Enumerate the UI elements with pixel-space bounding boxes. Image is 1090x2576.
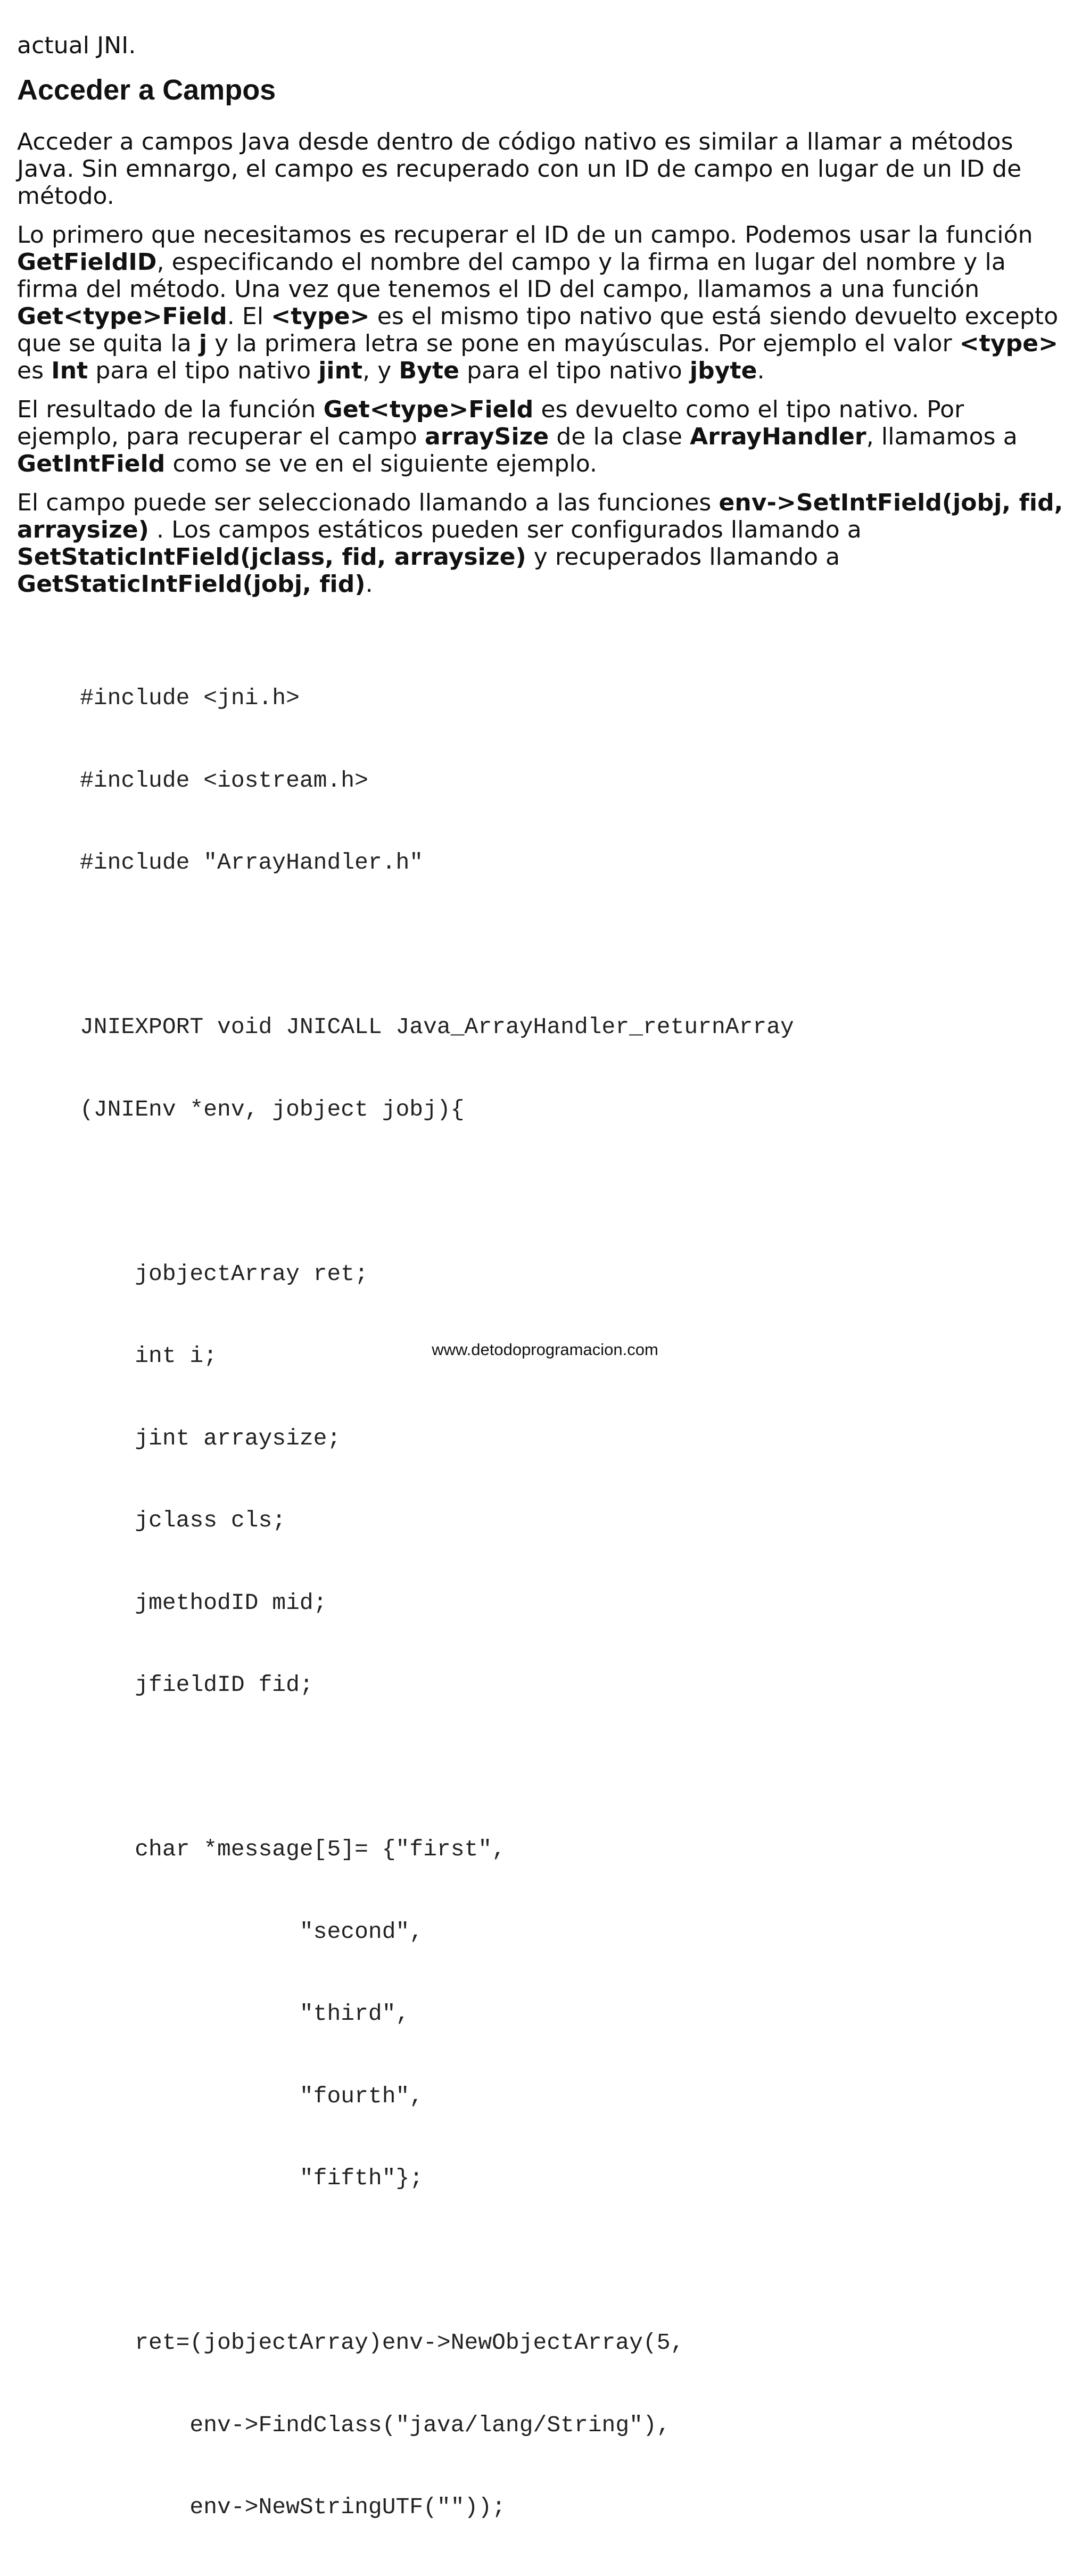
para2-bold-get-type-field: Get<type>Field (17, 303, 227, 330)
para2-text-1: Lo primero que necesitamos es recuperar el ID de un campo. Podemos usar la función (17, 221, 1033, 249)
code-line (80, 931, 1071, 959)
code-line: jint arraysize; (80, 1425, 341, 1451)
document-page (17, 32, 1071, 2576)
para2-bold-int: Int (51, 357, 88, 384)
paragraph-1: Acceder a campos Java desde dentro de código nativo es similar a llamar a métodos Java. Sin emnargo, el campo es recuperado con un ID de campo en lugar de un ID de método. (17, 128, 1022, 210)
para2-text-9: para el tipo nativo (459, 357, 690, 384)
para4-text-1: El campo puede ser seleccionado llamando a las funciones (17, 489, 719, 516)
para3-bold-get-type-field: Get<type>Field (323, 396, 534, 423)
footer-url: www.detodoprogramacion.com (432, 1340, 658, 1359)
para2-text-7: para el tipo nativo (88, 357, 319, 384)
para3-bold-arraysize: arraySize (425, 423, 549, 450)
code-line: jobjectArray ret; (80, 1260, 368, 1287)
para2-bold-jint: jint (318, 357, 363, 384)
code-line: #include <jni.h> (80, 685, 300, 711)
code-line: jfieldID fid; (80, 1672, 313, 1698)
code-line: int i; (80, 1343, 218, 1369)
code-line: (JNIEnv *env, jobject jobj){ (80, 1096, 465, 1122)
para3-text-5: como se ve en el siguiente ejemplo. (165, 450, 598, 477)
para2-text-5: y la primera letra se pone en mayúsculas. Por ejemplo el valor (207, 330, 960, 357)
code-line (80, 2247, 1071, 2275)
code-line (80, 1178, 1071, 1206)
para3-text-4: , llamamos a (866, 423, 1018, 450)
code-line: "second", (80, 1918, 424, 1945)
code-line: char *message[5]= {"first", (80, 1836, 506, 1862)
section-title: Acceder a Campos (17, 74, 276, 106)
para4-text-4: . (365, 571, 373, 598)
para2-text-6: es (17, 357, 52, 384)
code-line: env->FindClass("java/lang/String"), (80, 2412, 671, 2438)
para2-text-8: , y (362, 357, 399, 384)
para2-bold-byte: Byte (399, 357, 460, 384)
code-line: "fifth"}; (80, 2165, 424, 2191)
code-line: jmethodID mid; (80, 1589, 327, 1616)
para2-text-2: , especificando el nombre del campo y la firma en lugar del nombre y la firma del método. Una vez que tenemos el ID del campo, llamamos a una función (17, 249, 1006, 303)
para3-bold-getintfield: GetIntField (17, 450, 166, 477)
paragraph-3 (17, 396, 1071, 477)
para4-text-2: . Los campos estáticos pueden ser configurados llamando a (148, 516, 862, 543)
code-line: #include <iostream.h> (80, 767, 368, 794)
paragraph-4 (17, 489, 1071, 598)
code-line: JNIEXPORT void JNICALL Java_ArrayHandler_returnArray (80, 1014, 794, 1040)
intro-line: actual JNI. (17, 32, 136, 59)
code-line: "third", (80, 2001, 410, 2027)
para3-text-1: El resultado de la función (17, 396, 324, 423)
para2-bold-type-2: <type> (959, 330, 1059, 357)
code-block (80, 630, 1071, 2576)
para2-bold-type: <type> (271, 303, 370, 330)
code-line: jclass cls; (80, 1507, 286, 1533)
para2-text-10: . (757, 357, 765, 384)
para3-text-3: de la clase (549, 423, 690, 450)
code-line: "fourth", (80, 2083, 424, 2109)
para2-bold-j: j (199, 330, 208, 357)
code-line: #include "ArrayHandler.h" (80, 849, 424, 876)
para2-bold-getfieldid: GetFieldID (17, 249, 157, 276)
code-line: env->NewStringUTF("")); (80, 2494, 506, 2520)
para2-bold-jbyte: jbyte (689, 357, 757, 384)
para4-text-3: y recuperados llamando a (526, 543, 840, 571)
code-line: ret=(jobjectArray)env->NewObjectArray(5, (80, 2330, 684, 2356)
para4-bold-getstaticintfield: GetStaticIntField(jobj, fid) (17, 571, 366, 598)
code-line (80, 1754, 1071, 1781)
para4-bold-setstaticintfield: SetStaticIntField(jclass, fid, arraysize) (17, 543, 526, 571)
para3-text-2: es devuelto como el tipo nativo. Por ejemplo, para recuperar el campo (17, 396, 964, 450)
paragraph-2 (17, 221, 1071, 384)
para3-bold-arrayhandler: ArrayHandler (690, 423, 866, 450)
para2-text-4: es el mismo tipo nativo que está siendo devuelto excepto que se quita la (17, 303, 1059, 357)
para2-text-3: . El (227, 303, 271, 330)
para4-bold-setintfield: env->SetIntField(jobj, fid, arraysize) (17, 489, 1063, 543)
